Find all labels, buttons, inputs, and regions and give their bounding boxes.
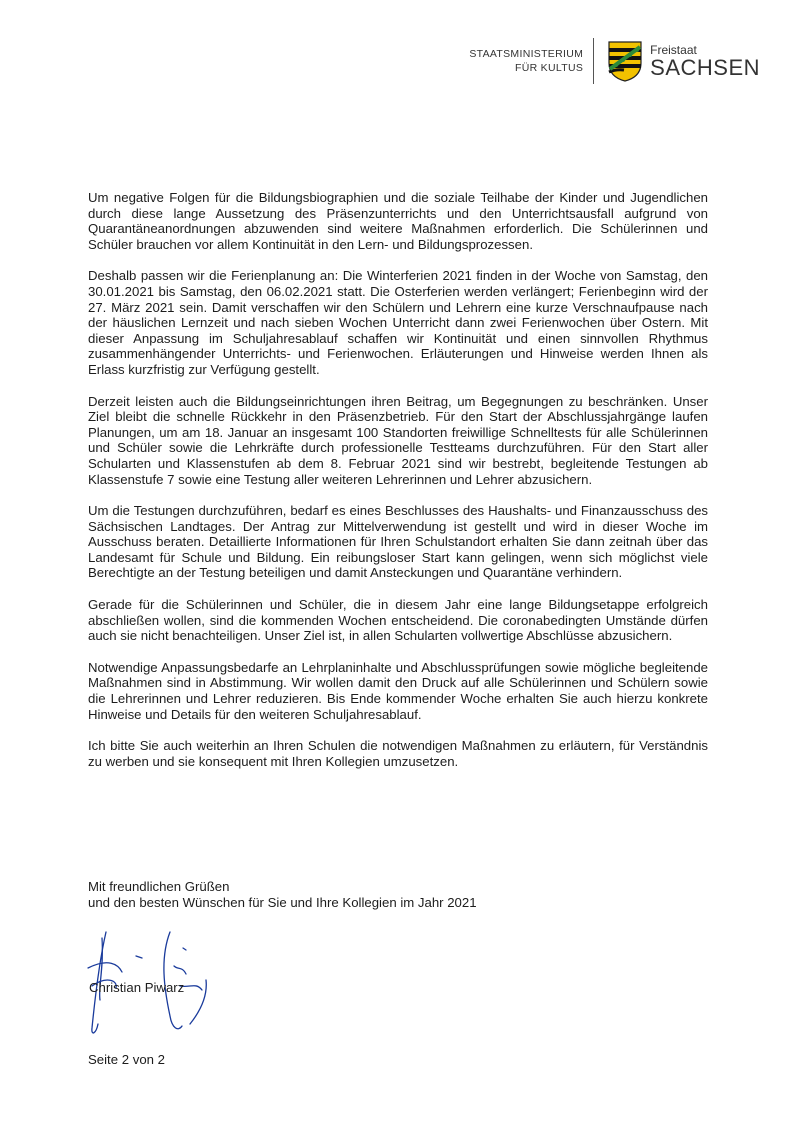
paragraph-5: Gerade für die Schülerinnen und Schüler, die in diesem Jahr eine lange Bildungsetappe erfolgreich abschließen wollen, sind die kommenden Wochen entscheidend. Die coronabedingten Umstände dürfen auch sie nicht benachteiligen. Unser Ziel ist, in allen Schularten vollwertige Abschlüsse abzusichern. [88,597,708,644]
ministry-name [469,47,593,75]
closing-line-1: Mit freundlichen Grüßen [88,879,230,894]
ministry-line-1: STAATSMINISTERIUM [469,48,584,60]
paragraph-3: Derzeit leisten auch die Bildungseinrichtungen ihren Beitrag, um Begegnungen zu beschränken. Unser Ziel bleibt die schnelle Rückkehr in den Präsenzbetrieb. Für den Start der Abschlussjahrgänge laufen Planungen, um am 18. Januar an insgesamt 100 Standorten freiwillige Schnelltests für alle Schülerinnen und Schüler sowie die Lehrkräfte durch professionelle Testteams durchzuführen. Für den Start aller Schularten und Klassenstufen ab dem 8. Februar 2021 sind wir bestrebt, begleitende Testungen ab Klassenstufe 7 sowie eine Testung aller weiteren Lehrerinnen und Lehrer abzusichern. [88,393,708,487]
letter-body [88,190,708,785]
paragraph-2: Deshalb passen wir die Ferienplanung an: Die Winterferien 2021 finden in der Woche von Samstag, den 30.01.2021 bis Samstag, den 06.02.2021 statt. Die Osterferien werden verlängert; Ferienbeginn wird der 27. März 2021 sein. Damit verschaffen wir den Schülern und Lehrern eine kurze Verschnaufpause nach der häuslichen Lernzeit und nach sieben Wochen Unterricht dann zwei Ferienwochen über Ostern. Mit dieser Anpassung im Schuljahresablauf schaffen wir Kontinuität und einen sinnvollen Rhythmus zusammenhängender Unterrichts- und Ferienwochen. Erläuterungen und Hinweise werden Ihnen als Erlass kurzfristig zur Verfügung gestellt. [88,268,708,377]
letterhead [469,38,760,84]
closing-line-2: und den besten Wünschen für Sie und Ihre Kollegien im Jahr 2021 [88,895,477,910]
closing [88,879,477,911]
paragraph-4: Um die Testungen durchzuführen, bedarf es eines Beschlusses des Haushalts- und Finanzausschuss des Sächsischen Landtages. Der Antrag zur Mittelverwendung ist gestellt und wird in dieser Woche im Ausschuss beraten. Detaillierte Informationen für Ihren Schulstandort erhalten Sie dann zeitnah über das Landesamt für Schule und Bildung. Ein reibungsloser Start kann gelingen, wenn sich möglichst viele Berechtigte an der Testung beteiligen und damit Ansteckungen und Quarantäne verhindern. [88,503,708,581]
paragraph-1: Um negative Folgen für die Bildungsbiographien und die soziale Teilhabe der Kinder und Jugendlichen durch diese lange Aussetzung des Präsenzunterrichts und den Unterrichtsausfall aufgrund von Quarantäneanordnungen abzuwenden sind weitere Maßnahmen erforderlich. Die Schülerinnen und Schüler brauchen vor allem Kontinuität in den Lern- und Bildungsprozessen. [88,190,708,252]
page-number: Seite 2 von 2 [88,1052,165,1067]
state-line-1: Freistaat [650,42,697,57]
paragraph-6: Notwendige Anpassungsbedarfe an Lehrplaninhalte und Abschlussprüfungen sowie mögliche begleitende Maßnahmen sind in Abstimmung. Wir wollen damit den Druck auf alle Schülerinnen und Schülern sowie die Lehrerinnen und Lehrer reduzieren. Bis Ende kommender Woche erhalten Sie auch hierzu konkrete Hinweise und Details für den weiteren Schuljahresablauf. [88,659,708,722]
saxony-coat-of-arms-icon [606,39,644,83]
signatory-name: Christian Piwarz [89,980,185,995]
header-divider [593,38,594,84]
state-name [650,44,760,79]
ministry-line-2: FÜR KULTUS [514,62,584,74]
paragraph-7: Ich bitte Sie auch weiterhin an Ihren Schulen die notwendigen Maßnahmen zu erläutern, für Verständnis zu werben und sie konsequent mit Ihren Kollegien umzusetzen. [88,738,708,769]
state-line-2: SACHSEN [650,54,760,80]
